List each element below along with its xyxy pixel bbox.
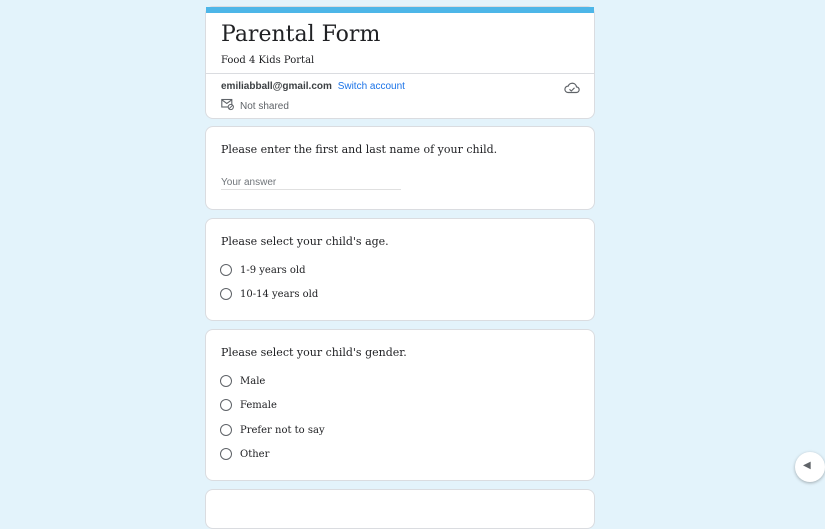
cloud-save-icon xyxy=(564,81,580,99)
question-title: Please select your child's gender. xyxy=(221,346,407,359)
radio-button[interactable] xyxy=(220,264,232,276)
radio-button[interactable] xyxy=(220,399,232,411)
side-panel-button[interactable] xyxy=(795,452,825,482)
switch-account-link[interactable]: Switch account xyxy=(337,81,405,92)
gender-option-male[interactable] xyxy=(220,375,265,387)
option-label: 1-9 years old xyxy=(240,264,306,276)
radio-button[interactable] xyxy=(220,375,232,387)
gender-option-female[interactable] xyxy=(220,399,277,411)
not-shared-icon xyxy=(221,97,234,115)
question-title: Please select your child's age. xyxy=(221,235,389,248)
gender-option-other[interactable] xyxy=(220,448,269,460)
option-label: 10-14 years old xyxy=(240,288,319,300)
option-label: Prefer not to say xyxy=(240,424,325,436)
account-info xyxy=(221,81,405,92)
question-card-child-name xyxy=(205,126,595,210)
option-label: Other xyxy=(240,448,270,460)
gender-option-prefer-not[interactable] xyxy=(220,424,325,436)
header-divider xyxy=(206,73,594,74)
option-label: Male xyxy=(240,375,266,387)
option-label: Female xyxy=(240,399,277,411)
radio-button[interactable] xyxy=(220,448,232,460)
form-header-card xyxy=(205,6,595,119)
radio-button[interactable] xyxy=(220,288,232,300)
shared-status xyxy=(221,97,289,115)
header-accent-bar xyxy=(206,7,594,13)
age-option-10-14[interactable] xyxy=(220,288,318,300)
account-email: emiliabball@gmail.com xyxy=(221,81,332,92)
question-title: Please enter the first and last name of your child. xyxy=(221,143,498,156)
shared-status-text: Not shared xyxy=(240,100,289,112)
age-option-1-9[interactable] xyxy=(220,264,306,276)
question-card-child-age xyxy=(205,218,595,321)
chevron-left-icon: ◀ xyxy=(803,460,811,471)
form-description: Food 4 Kids Portal xyxy=(221,55,315,66)
question-card-child-gender xyxy=(205,329,595,481)
question-card-next xyxy=(205,489,595,529)
form-title: Parental Form xyxy=(221,22,381,47)
radio-button[interactable] xyxy=(220,424,232,436)
child-name-input[interactable]: Your answer xyxy=(221,177,401,190)
